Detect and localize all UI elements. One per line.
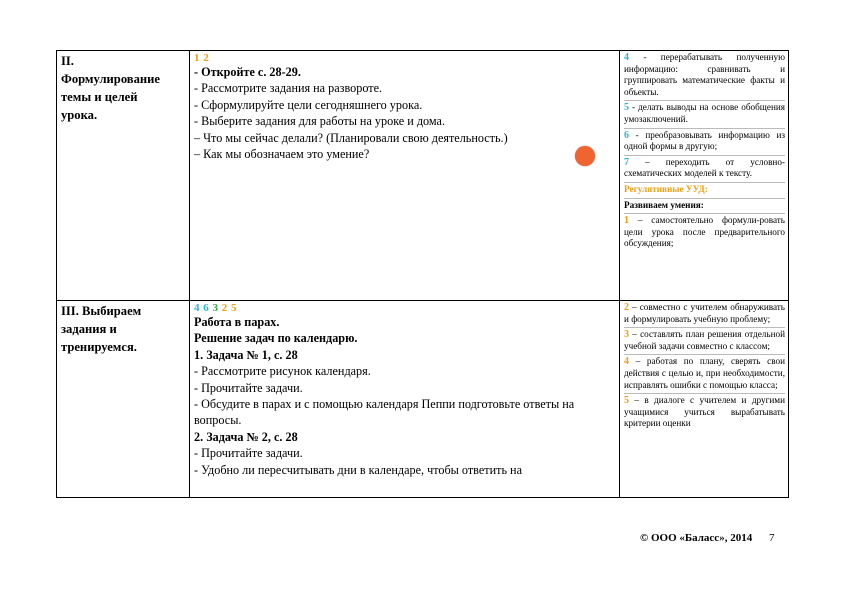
activity-line: - Удобно ли пересчитывать дни в календаре, чтобы ответить на xyxy=(194,462,522,477)
activity-line: Работа в парах. xyxy=(194,315,280,329)
uud-item: 4 - перерабатывать полученную информацию: сравнивать и группировать математические факты и объекты. xyxy=(624,52,785,97)
uud-subheading: Развиваем умения: xyxy=(624,199,704,210)
activity-line: - Откройте с. 28-29. xyxy=(194,65,301,79)
uud-item: 3 – составлять план решения отдельной учебной задачи совместно с классом; xyxy=(624,329,785,351)
page-number: 7 xyxy=(768,532,775,544)
table-row xyxy=(57,301,789,498)
activity-line: 1. Задача № 1, с. 28 xyxy=(194,347,298,362)
activity-line: – Что мы сейчас делали? (Планировали свою деятельность.) xyxy=(194,130,508,145)
activity-line: – Как мы обозначаем это умение? xyxy=(194,147,370,162)
uud-cell xyxy=(620,51,789,301)
activity-line: - Рассмотрите задания на развороте. xyxy=(194,81,383,96)
uud-item: 5 – в диалоге с учителем и другими учащимися учиться вырабатывать критерии оценки xyxy=(624,395,785,429)
skill-code: 2 xyxy=(221,302,228,314)
skill-code: 3 xyxy=(212,302,219,314)
activity-line: - Прочитайте задачи. xyxy=(194,446,303,461)
activity-line: - Сформулируйте цели сегодняшнего урока. xyxy=(194,97,423,112)
lesson-plan-table xyxy=(56,50,789,498)
stage-line: темы и целей xyxy=(61,90,138,104)
activity-line: Решение задач по календарю. xyxy=(194,331,358,346)
activity-line: - Обсудите в парах и с помощью календаря Пеппи подготовьте ответы на вопросы. xyxy=(194,397,575,428)
stage-line: урока. xyxy=(61,108,98,122)
activity-line: - Рассмотрите рисунок календаря. xyxy=(194,364,371,379)
copyright: © ООО «Баласс», 2014 xyxy=(640,532,753,544)
skill-code: 2 xyxy=(203,52,210,64)
skill-codes xyxy=(194,302,616,314)
stage-line: Формулирование xyxy=(61,72,160,86)
stage-cell xyxy=(57,301,190,498)
uud-item: 1 – самостоятельно формули-ровать цели урока после предварительного обсуждения; xyxy=(624,215,785,249)
activity-line: 2. Задача № 2, с. 28 xyxy=(194,429,298,444)
stage-cell xyxy=(57,51,190,301)
page-footer xyxy=(640,532,774,544)
uud-cell xyxy=(620,301,789,498)
stage-line: тренируемся. xyxy=(61,340,137,354)
skill-codes xyxy=(194,52,616,64)
uud-heading: Регулятивные УУД: xyxy=(624,183,708,194)
skill-code: 1 xyxy=(194,52,200,64)
uud-item: 6 - преобразовывать информацию из одной формы в другую; xyxy=(624,129,785,152)
uud-item: 2 – совместно с учителем обнаруживать и формулировать учебную проблему; xyxy=(624,302,785,324)
skill-code: 5 xyxy=(231,302,237,314)
skill-code: 6 xyxy=(203,302,210,314)
uud-item: 4 – работая по плану, сверять свои действия с целью и, при необходимости, исправлять ошибки с помощью класса; xyxy=(624,356,785,390)
stage-line: II. xyxy=(61,54,74,68)
orange-circle-marker xyxy=(575,146,595,166)
uud-item: 7 – переходить от условно-схематических моделей к тексту. xyxy=(624,156,785,179)
stage-line: задания и xyxy=(61,322,117,336)
activity-cell xyxy=(190,301,620,498)
uud-item: 5 - делать выводы на основе обобщения умозаключений. xyxy=(624,102,785,124)
skill-code: 4 xyxy=(194,302,200,314)
activity-cell xyxy=(190,51,620,301)
activity-line: - Выберите задания для работы на уроке и дома. xyxy=(194,114,445,129)
activity-line: - Прочитайте задачи. xyxy=(194,380,303,395)
table-row xyxy=(57,51,789,301)
stage-line: III. Выбираем xyxy=(61,304,142,318)
